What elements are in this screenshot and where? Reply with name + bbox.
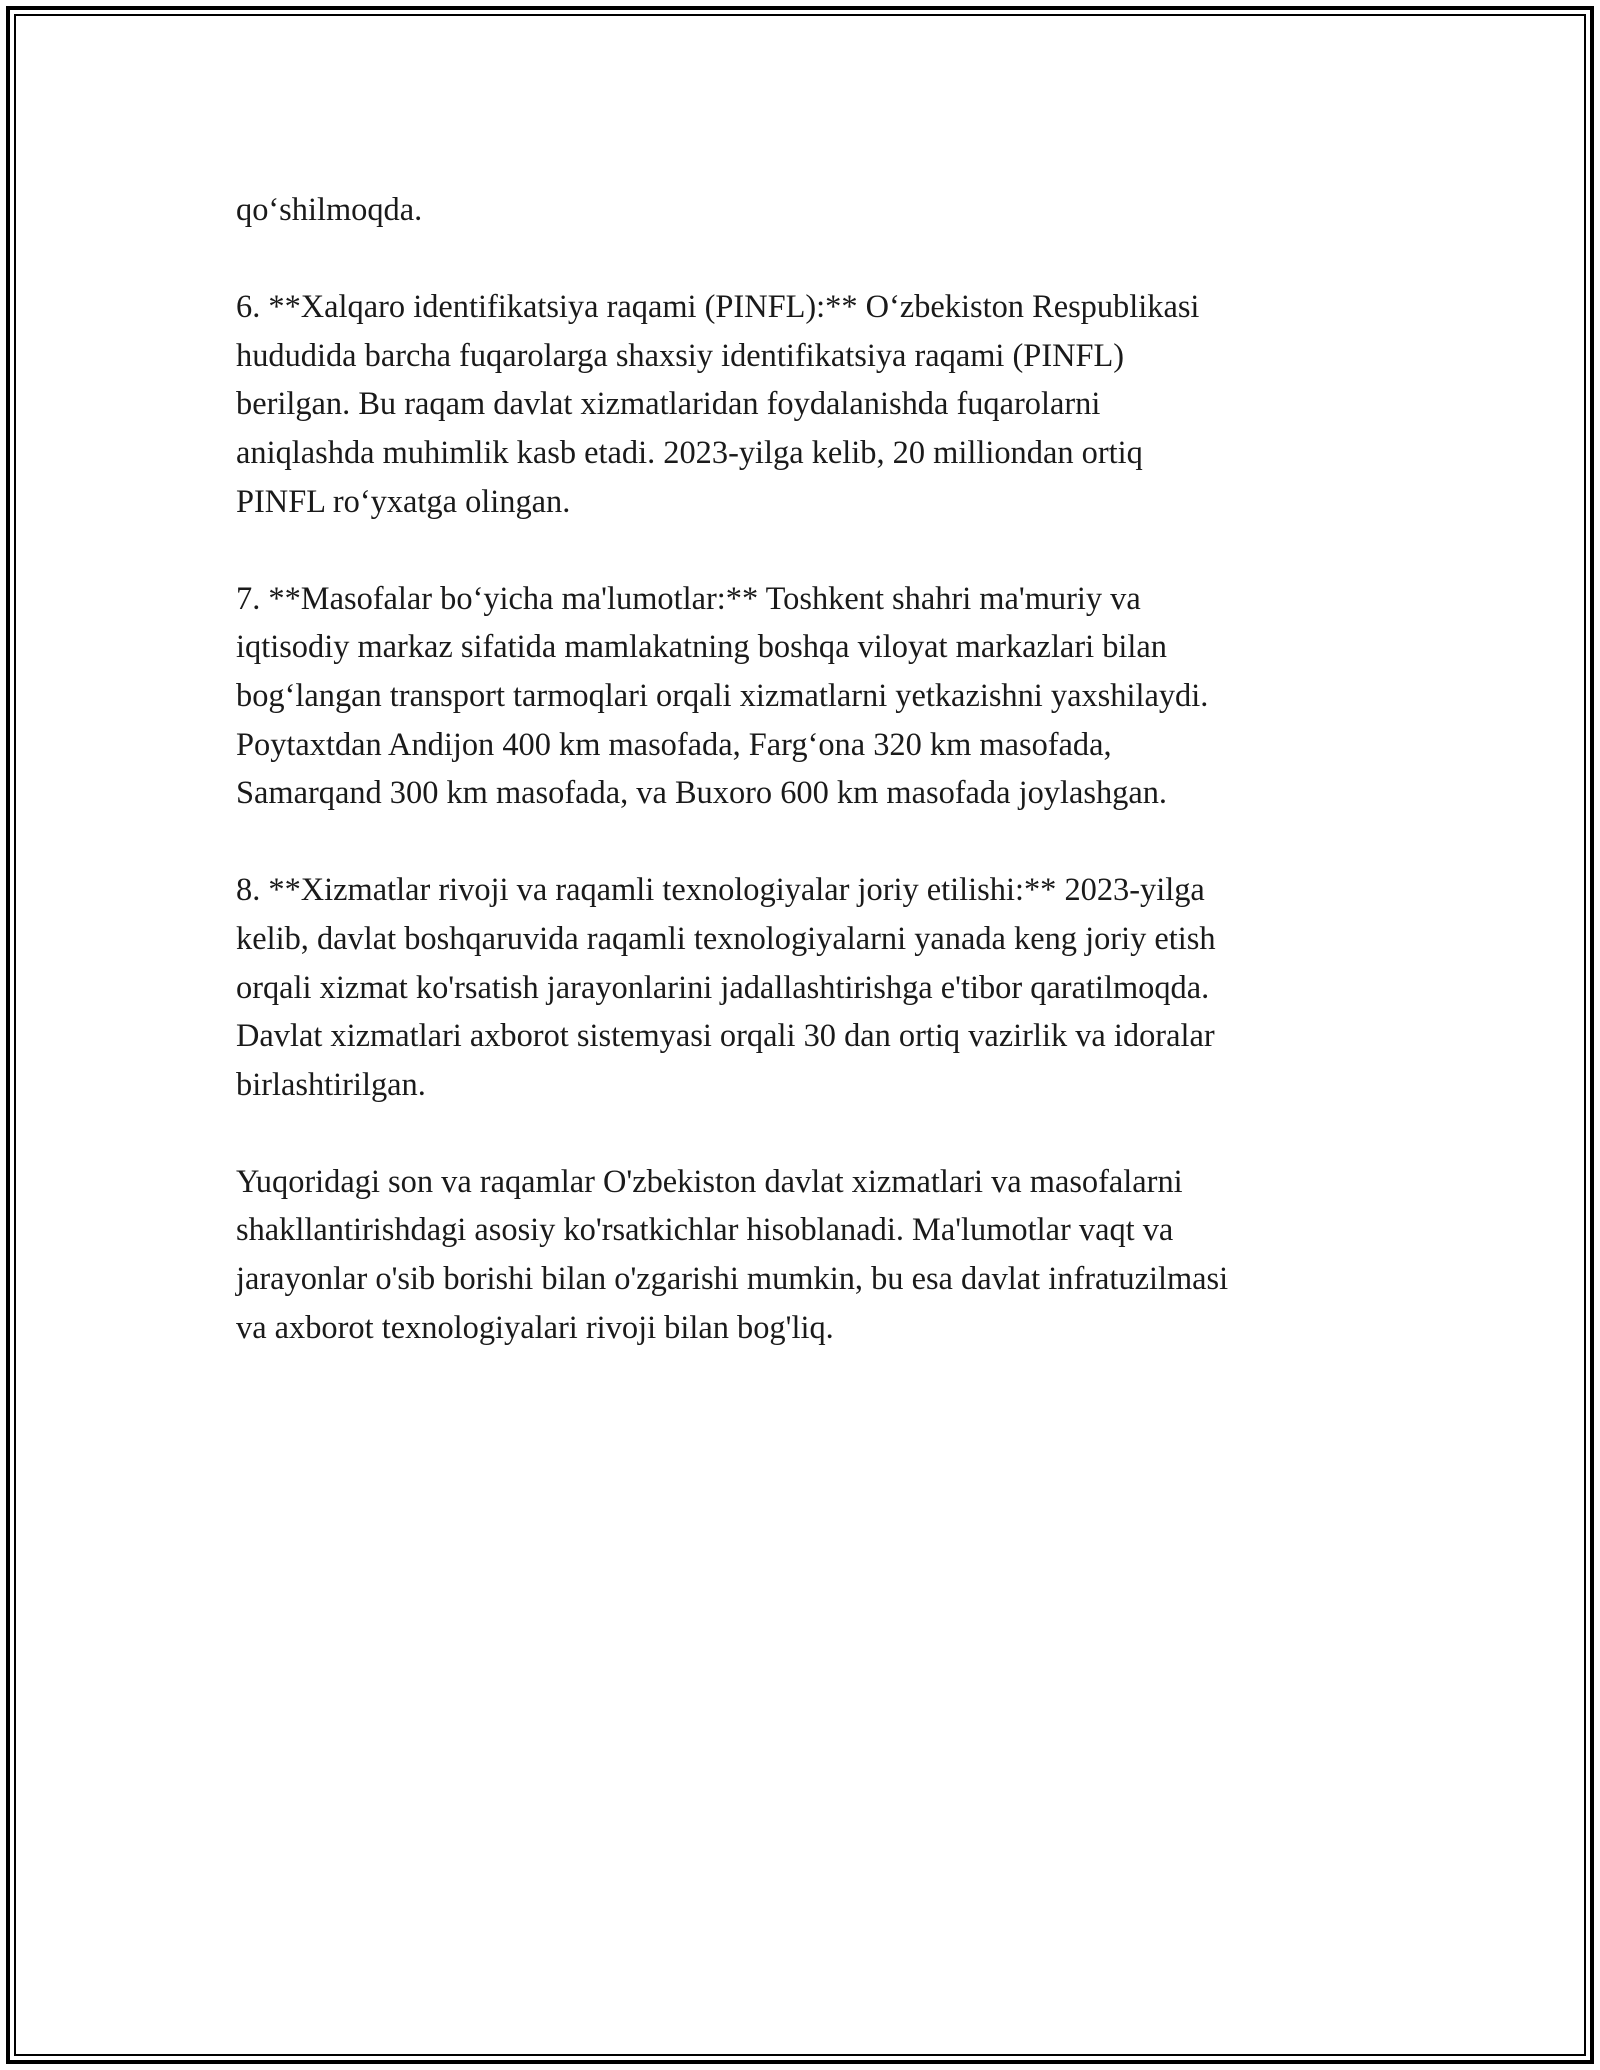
paragraph-item-7-distances: 7. **Masofalar bo‘yicha ma'lumotlar:** Toshkent shahri ma'muriy va iqtisodiy markaz sifatida mamlakatning boshqa viloyat markazlari bilan bog‘langan transport tarmoqlari orqali xizmatlarni yetkazishni yaxshilaydi. Poytaxtdan Andijon 400 km masofada, Farg‘ona 320 km masofada, Samarqand 300 km masofada, va Buxoro 600 km masofada joylashgan. — [236, 580, 1209, 812]
document-body — [236, 186, 1376, 1401]
paragraph-item-6-pinfl: 6. **Xalqaro identifikatsiya raqami (PINFL):** O‘zbekiston Respublikasi hududida barcha fuqarolarga shaxsiy identifikatsiya raqami (PINFL) berilgan. Bu raqam davlat xizmatlaridan foydalanishda fuqarolarni aniqlashda muhimlik kasb etadi. 2023-yilga kelib, 20 milliondan ortiq PINFL ro‘yxatga olingan. — [236, 289, 1200, 520]
paragraph-continuation: qo‘shilmoqda. — [236, 192, 423, 228]
paragraph-item-8-digital-services: 8. **Xizmatlar rivoji va raqamli texnologiyalar joriy etilishi:** 2023-yilga kelib, davlat boshqaruvida raqamli texnologiyalarni yanada keng joriy etish orqali xizmat ko'rsatish jarayonlarini jadallashtirishga e'tibor qaratilmoqda. Davlat xizmatlari axborot sistemyasi orqali 30 dan ortiq vazirlik va idoralar birlashtirilgan. — [236, 872, 1216, 1103]
paragraph-conclusion: Yuqoridagi son va raqamlar O'zbekiston davlat xizmatlari va masofalarni shakllantirishdagi asosiy ko'rsatkichlar hisoblanadi. Ma'lumotlar vaqt va jarayonlar o'sib borishi bilan o'zgarishi mumkin, bu esa davlat infratuzilmasi va axborot texnologiyalari rivoji bilan bog'liq. — [236, 1163, 1229, 1346]
